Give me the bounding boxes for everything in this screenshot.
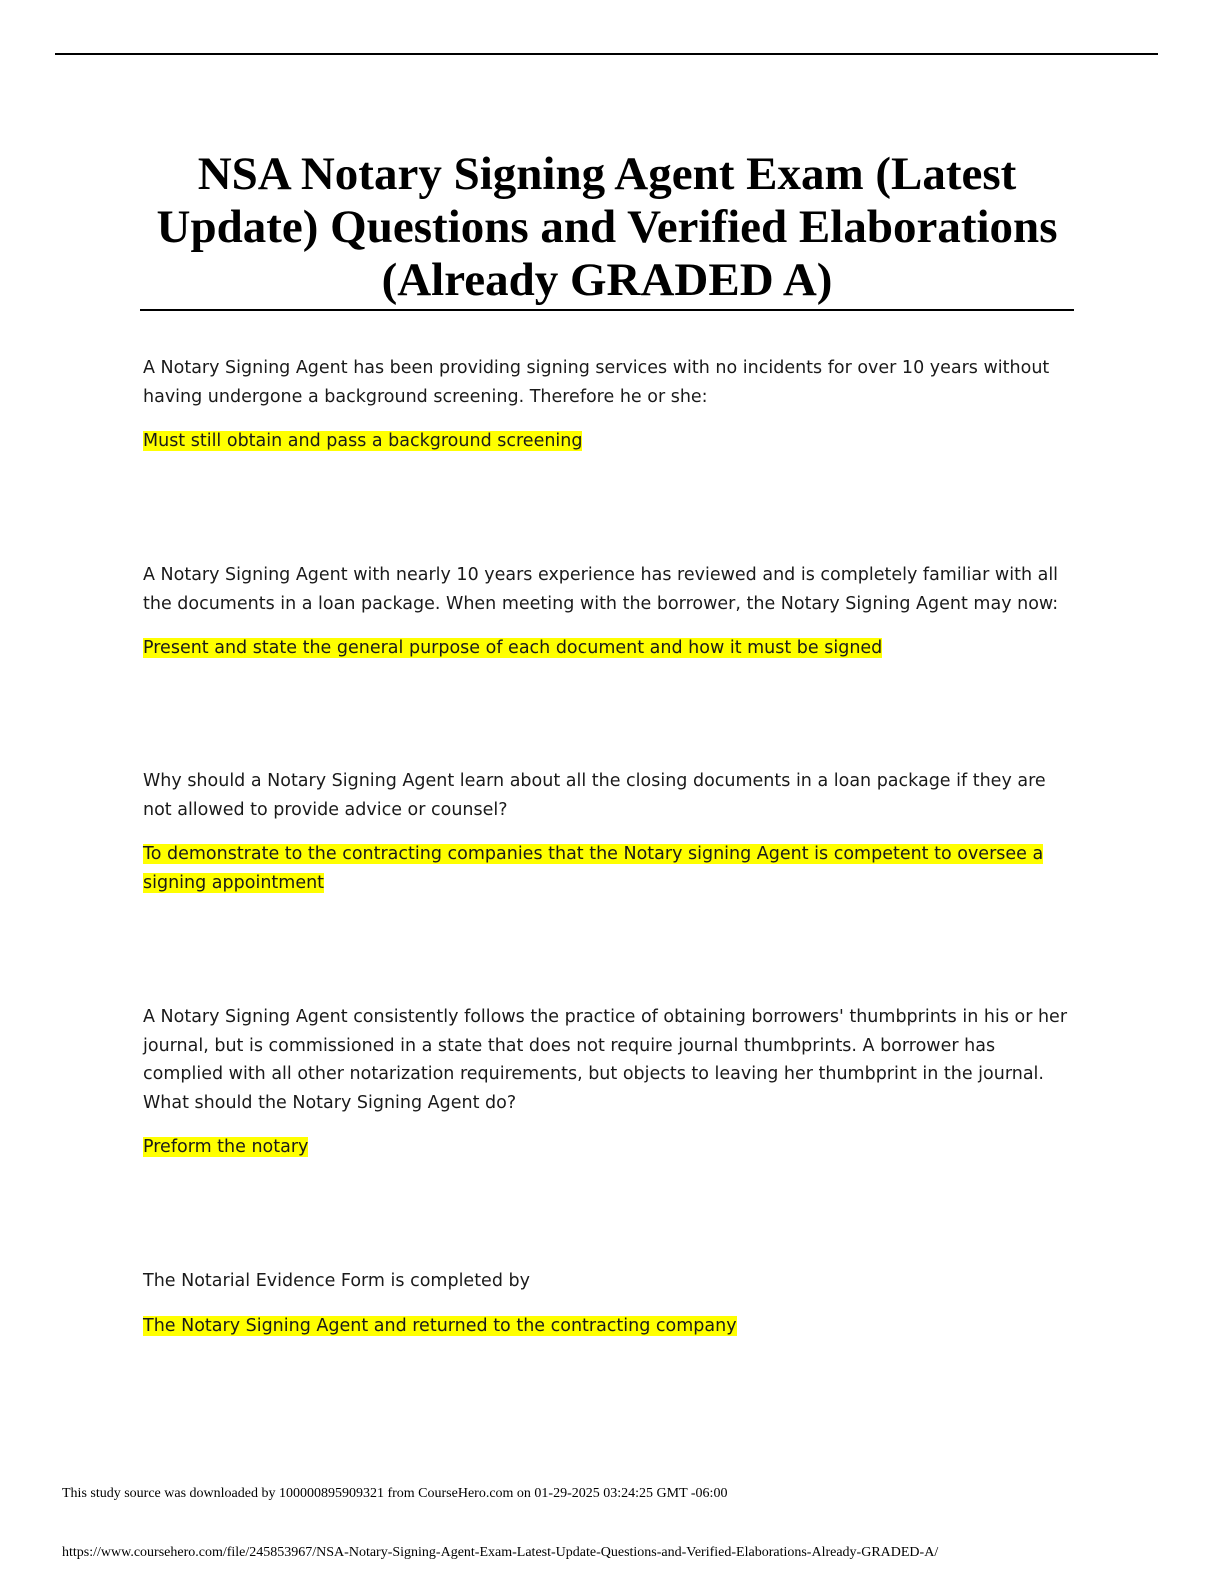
qa-item-1	[143, 354, 1073, 456]
answer-text: Preform the notary	[143, 1137, 309, 1157]
document-title: NSA Notary Signing Agent Exam (Latest Update) Questions and Verified Elaborations (Already GRADED A)	[156, 148, 1058, 306]
question-text: A Notary Signing Agent with nearly 10 years experience has reviewed and is completely familiar with all the documents in a loan package. When meeting with the borrower, the Notary Signing Agent may now:	[143, 565, 1059, 614]
question-text: A Notary Signing Agent consistently follows the practice of obtaining borrowers' thumbprints in his or her journal, but is commissioned in a state that does not require journal thumbprints. A borrower has complied with all other notarization requirements, but objects to leaving her thumbprint in the journal. What should the Notary Signing Agent do?	[143, 1007, 1068, 1113]
answer-highlight	[143, 634, 1073, 663]
qa-item-4	[143, 1003, 1073, 1162]
qa-item-5	[143, 1267, 1073, 1340]
answer-text: To demonstrate to the contracting companies that the Notary signing Agent is competent to oversee a signing appointment	[143, 844, 1044, 893]
answer-highlight	[143, 840, 1073, 897]
qa-item-2	[143, 561, 1073, 663]
question-text: A Notary Signing Agent has been providing signing services with no incidents for over 10 years without having undergone a background screening. Therefore he or she:	[143, 358, 1050, 407]
question-text: The Notarial Evidence Form is completed by	[143, 1271, 530, 1291]
answer-highlight	[143, 1312, 1073, 1341]
answer-highlight	[143, 1133, 1073, 1162]
title-underline	[140, 309, 1074, 311]
answer-text: Present and state the general purpose of each document and how it must be signed	[143, 638, 883, 658]
source-url[interactable]: https://www.coursehero.com/file/245853967/NSA-Notary-Signing-Agent-Exam-Latest-Update-Questions-and-Verified-Elaborations-Already-GRADED-A/	[62, 1545, 939, 1560]
download-source-notice: This study source was downloaded by 100000895909321 from CourseHero.com on 01-29-2025 03:24:25 GMT -06:00	[62, 1486, 728, 1501]
answer-text: The Notary Signing Agent and returned to the contracting company	[143, 1315, 737, 1336]
question-text: Why should a Notary Signing Agent learn about all the closing documents in a loan package if they are not allowed to provide advice or counsel?	[143, 771, 1046, 820]
answer-highlight	[143, 427, 1073, 456]
qa-item-3	[143, 767, 1073, 897]
answer-text: Must still obtain and pass a background screening	[143, 431, 583, 451]
page-top-rule	[55, 53, 1158, 55]
